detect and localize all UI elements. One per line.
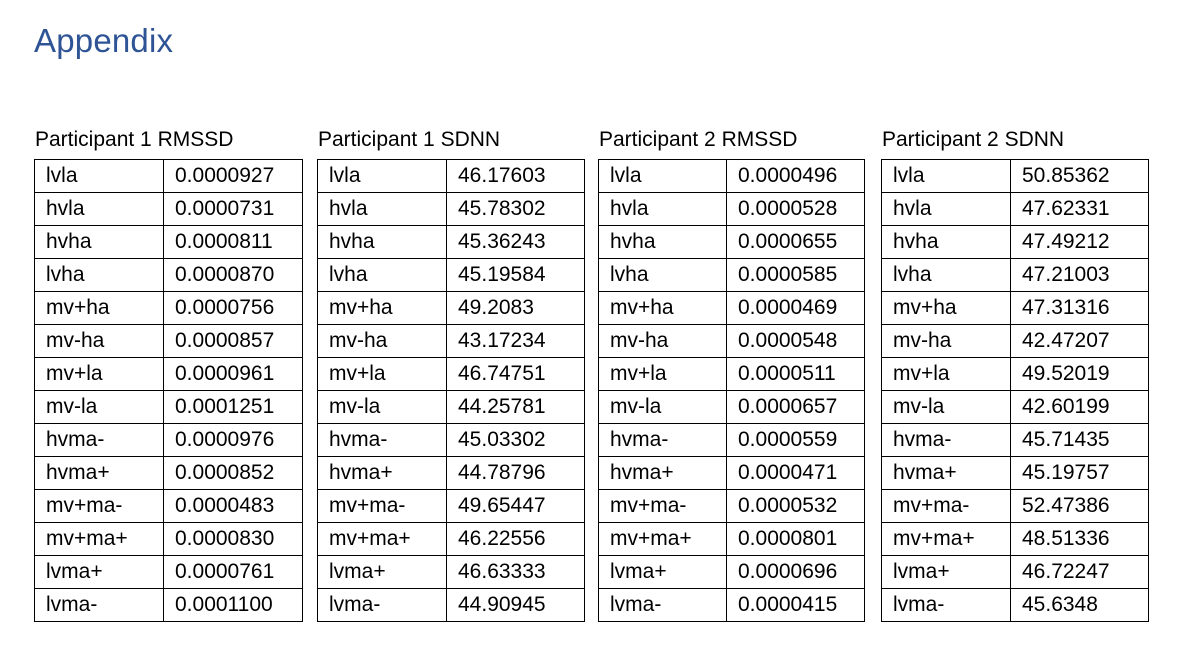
value-cell: 49.52019 [1011, 358, 1149, 391]
table-row [882, 160, 1149, 193]
table-row [882, 490, 1149, 523]
condition-cell: lvla [599, 160, 727, 193]
table-row [882, 358, 1149, 391]
table-row [882, 259, 1149, 292]
value-cell: 0.0000870 [164, 259, 303, 292]
condition-cell: mv+ha [599, 292, 727, 325]
value-cell: 46.74751 [447, 358, 585, 391]
table-row [599, 490, 865, 523]
value-cell: 45.78302 [447, 193, 585, 226]
table-row [35, 292, 303, 325]
value-cell: 0.0000483 [164, 490, 303, 523]
condition-cell: lvha [882, 259, 1011, 292]
value-cell: 0.0000976 [164, 424, 303, 457]
condition-cell: mv-ha [35, 325, 164, 358]
condition-cell: lvla [35, 160, 164, 193]
condition-cell: mv-la [882, 391, 1011, 424]
condition-cell: mv+la [599, 358, 727, 391]
table-row [35, 424, 303, 457]
value-cell: 43.17234 [447, 325, 585, 358]
condition-cell: mv+ma+ [599, 523, 727, 556]
table-row [318, 523, 585, 556]
value-cell: 0.0000927 [164, 160, 303, 193]
condition-cell: lvma+ [35, 556, 164, 589]
table-row [35, 193, 303, 226]
data-table [34, 159, 303, 622]
table-row [35, 226, 303, 259]
table-row [882, 589, 1149, 622]
value-cell: 0.0000585 [727, 259, 865, 292]
condition-cell: mv+ma- [882, 490, 1011, 523]
table-caption: Participant 1 SDNN [318, 128, 501, 151]
value-cell: 46.22556 [447, 523, 585, 556]
value-cell: 0.0000731 [164, 193, 303, 226]
table-row [599, 259, 865, 292]
condition-cell: lvha [318, 259, 447, 292]
value-cell: 48.51336 [1011, 523, 1149, 556]
table-row [599, 556, 865, 589]
condition-cell: mv+la [318, 358, 447, 391]
table-row [318, 589, 585, 622]
value-cell: 44.25781 [447, 391, 585, 424]
value-cell: 42.60199 [1011, 391, 1149, 424]
table-caption: Participant 2 SDNN [882, 128, 1065, 151]
condition-cell: hvma- [599, 424, 727, 457]
value-cell: 0.0000655 [727, 226, 865, 259]
data-table [317, 159, 585, 622]
table-block-p1-rmssd [34, 127, 303, 622]
value-cell: 0.0001100 [164, 589, 303, 622]
table-row [882, 391, 1149, 424]
table-row [318, 160, 585, 193]
condition-cell: hvha [318, 226, 447, 259]
value-cell: 47.62331 [1011, 193, 1149, 226]
table-row [599, 523, 865, 556]
table-row [882, 523, 1149, 556]
value-cell: 47.49212 [1011, 226, 1149, 259]
condition-cell: lvla [882, 160, 1011, 193]
value-cell: 42.47207 [1011, 325, 1149, 358]
table-row [882, 325, 1149, 358]
value-cell: 0.0000657 [727, 391, 865, 424]
condition-cell: lvma+ [882, 556, 1011, 589]
table-row [318, 490, 585, 523]
page-heading: Appendix [34, 22, 174, 59]
condition-cell: hvma- [882, 424, 1011, 457]
condition-cell: lvma- [318, 589, 447, 622]
table-row [882, 556, 1149, 589]
value-cell: 0.0000696 [727, 556, 865, 589]
condition-cell: hvla [35, 193, 164, 226]
table-caption: Participant 1 RMSSD [35, 128, 234, 151]
table-row [318, 424, 585, 457]
value-cell: 0.0000471 [727, 457, 865, 490]
condition-cell: mv-ha [882, 325, 1011, 358]
table-row [599, 160, 865, 193]
condition-cell: mv-la [35, 391, 164, 424]
condition-cell: lvha [599, 259, 727, 292]
value-cell: 46.72247 [1011, 556, 1149, 589]
value-cell: 0.0000528 [727, 193, 865, 226]
value-cell: 44.78796 [447, 457, 585, 490]
condition-cell: mv+ma+ [882, 523, 1011, 556]
condition-cell: hvma- [318, 424, 447, 457]
condition-cell: hvla [599, 193, 727, 226]
table-row [599, 325, 865, 358]
table-row [599, 589, 865, 622]
value-cell: 44.90945 [447, 589, 585, 622]
condition-cell: mv-la [599, 391, 727, 424]
condition-cell: hvha [35, 226, 164, 259]
table-row [882, 457, 1149, 490]
condition-cell: hvma+ [882, 457, 1011, 490]
condition-cell: lvma+ [318, 556, 447, 589]
condition-cell: mv+ha [882, 292, 1011, 325]
table-row [318, 292, 585, 325]
value-cell: 47.31316 [1011, 292, 1149, 325]
condition-cell: hvma+ [599, 457, 727, 490]
value-cell: 0.0000559 [727, 424, 865, 457]
table-row [318, 391, 585, 424]
condition-cell: hvma+ [35, 457, 164, 490]
table-row [35, 358, 303, 391]
table-row [599, 391, 865, 424]
condition-cell: lvma+ [599, 556, 727, 589]
table-row [882, 226, 1149, 259]
value-cell: 0.0000961 [164, 358, 303, 391]
condition-cell: mv+ha [318, 292, 447, 325]
table-row [318, 457, 585, 490]
value-cell: 49.65447 [447, 490, 585, 523]
value-cell: 0.0000532 [727, 490, 865, 523]
table-row [35, 523, 303, 556]
table-row [882, 193, 1149, 226]
value-cell: 0.0000756 [164, 292, 303, 325]
table-row [599, 226, 865, 259]
condition-cell: hvma- [35, 424, 164, 457]
value-cell: 45.36243 [447, 226, 585, 259]
condition-cell: mv+ma- [318, 490, 447, 523]
table-row [599, 424, 865, 457]
value-cell: 45.71435 [1011, 424, 1149, 457]
value-cell: 50.85362 [1011, 160, 1149, 193]
value-cell: 0.0000511 [727, 358, 865, 391]
table-block-p2-rmssd [598, 127, 865, 622]
table-row [35, 160, 303, 193]
condition-cell: lvma- [35, 589, 164, 622]
condition-cell: lvla [318, 160, 447, 193]
value-cell: 0.0000801 [727, 523, 865, 556]
value-cell: 52.47386 [1011, 490, 1149, 523]
value-cell: 0.0000761 [164, 556, 303, 589]
table-row [35, 391, 303, 424]
value-cell: 0.0000857 [164, 325, 303, 358]
table-row [318, 325, 585, 358]
value-cell: 0.0000415 [727, 589, 865, 622]
condition-cell: mv-la [318, 391, 447, 424]
condition-cell: lvma- [882, 589, 1011, 622]
condition-cell: lvma- [599, 589, 727, 622]
condition-cell: mv+ma- [599, 490, 727, 523]
condition-cell: mv+ha [35, 292, 164, 325]
table-row [318, 193, 585, 226]
condition-cell: mv+la [35, 358, 164, 391]
value-cell: 0.0000548 [727, 325, 865, 358]
table-row [318, 556, 585, 589]
value-cell: 45.19584 [447, 259, 585, 292]
table-row [599, 358, 865, 391]
condition-cell: lvha [35, 259, 164, 292]
table-row [599, 457, 865, 490]
condition-cell: hvha [882, 226, 1011, 259]
condition-cell: hvha [599, 226, 727, 259]
condition-cell: mv+ma- [35, 490, 164, 523]
table-caption: Participant 2 RMSSD [599, 128, 798, 151]
table-row [882, 424, 1149, 457]
value-cell: 46.17603 [447, 160, 585, 193]
value-cell: 47.21003 [1011, 259, 1149, 292]
value-cell: 0.0001251 [164, 391, 303, 424]
value-cell: 45.6348 [1011, 589, 1149, 622]
condition-cell: mv+ma+ [318, 523, 447, 556]
condition-cell: hvla [882, 193, 1011, 226]
condition-cell: hvma+ [318, 457, 447, 490]
table-row [882, 292, 1149, 325]
table-row [35, 325, 303, 358]
condition-cell: mv+la [882, 358, 1011, 391]
table-row [599, 193, 865, 226]
condition-cell: mv-ha [599, 325, 727, 358]
value-cell: 0.0000496 [727, 160, 865, 193]
value-cell: 45.19757 [1011, 457, 1149, 490]
value-cell: 0.0000811 [164, 226, 303, 259]
table-block-p2-sdnn [881, 127, 1149, 622]
condition-cell: mv+ma+ [35, 523, 164, 556]
table-row [599, 292, 865, 325]
table-block-p1-sdnn [317, 127, 585, 622]
table-row [35, 259, 303, 292]
value-cell: 0.0000469 [727, 292, 865, 325]
table-row [318, 259, 585, 292]
table-row [35, 457, 303, 490]
data-table [881, 159, 1149, 622]
data-table [598, 159, 865, 622]
table-row [318, 358, 585, 391]
table-row [318, 226, 585, 259]
value-cell: 45.03302 [447, 424, 585, 457]
table-row [35, 490, 303, 523]
value-cell: 0.0000852 [164, 457, 303, 490]
condition-cell: mv-ha [318, 325, 447, 358]
condition-cell: hvla [318, 193, 447, 226]
value-cell: 0.0000830 [164, 523, 303, 556]
table-row [35, 556, 303, 589]
table-row [35, 589, 303, 622]
value-cell: 49.2083 [447, 292, 585, 325]
value-cell: 46.63333 [447, 556, 585, 589]
